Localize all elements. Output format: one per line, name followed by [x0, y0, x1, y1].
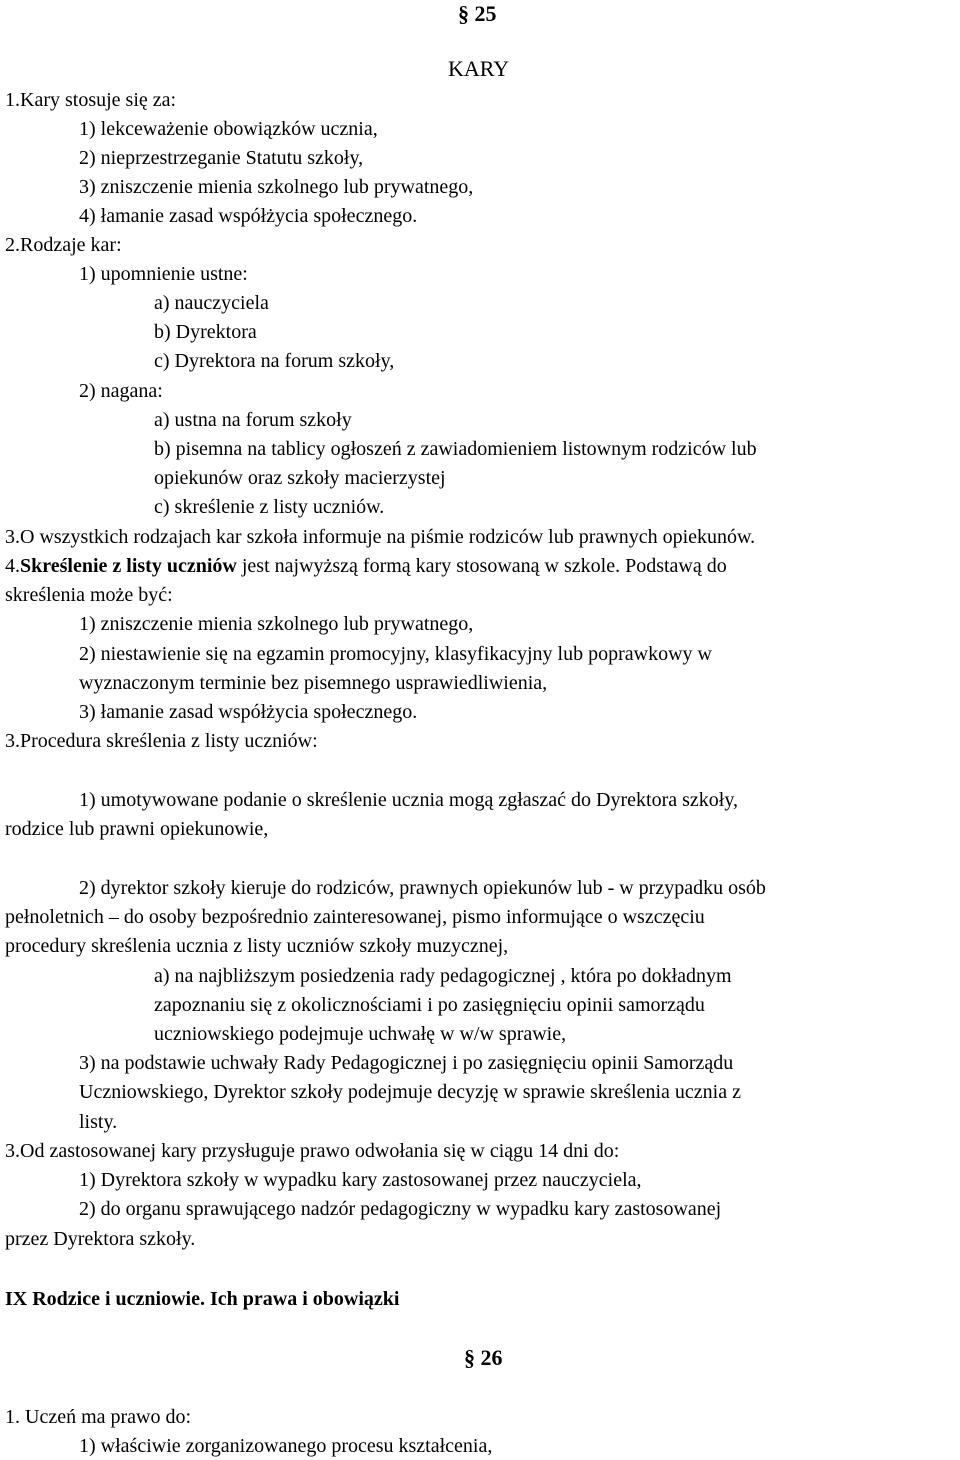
paragraph-heading: 1. Uczeń ma prawo do: [5, 1406, 192, 1428]
list-item: 2) niestawienie się na egzamin promocyjny, klasyfikacyjny lub poprawkowy w [79, 643, 712, 665]
list-item: 1) zniszczenie mienia szkolnego lub prywatnego, [79, 613, 474, 635]
list-item: 2) dyrektor szkoły kieruje do rodziców, prawnych opiekunów lub - w przypadku osób [79, 877, 766, 899]
list-item: 2) nagana: [79, 380, 163, 402]
chapter-heading: IX Rodzice i uczniowie. Ich prawa i obowiązki [5, 1288, 400, 1310]
sub-list-item-continued: uczniowskiego podejmuje uchwałę w w/w sprawie, [154, 1023, 567, 1045]
list-item: 1) upomnienie ustne: [79, 263, 248, 285]
list-item: 3) zniszczenie mienia szkolnego lub prywatnego, [79, 176, 474, 198]
sub-list-item: a) na najbliższym posiedzenia rady pedagogicznej , która po dokładnym [154, 965, 732, 987]
section-header-25: § 25 [458, 1, 497, 26]
sub-list-item: a) ustna na forum szkoły [154, 409, 352, 431]
paragraph-text: jest najwyższą formą kary stosowaną w szkole. Podstawą do [236, 555, 727, 577]
list-item-continued: wyznaczonym terminie bez pisemnego usprawiedliwienia, [79, 672, 548, 694]
sub-list-item: c) Dyrektora na forum szkoły, [154, 350, 395, 372]
list-item: 4) łamanie zasad współżycia społecznego. [79, 205, 418, 227]
list-item-continued: pełnoletnich – do osoby bezpośrednio zainteresowanej, pismo informujące o wszczęciu [5, 906, 705, 928]
section-header-26: § 26 [464, 1345, 503, 1370]
paragraph-heading: 3.Procedura skreślenia z listy uczniów: [5, 730, 318, 752]
list-item-continued: procedury skreślenia ucznia z listy uczniów szkoły muzycznej, [5, 935, 509, 957]
sub-list-item: b) pisemna na tablicy ogłoszeń z zawiadomieniem listownym rodziców lub [154, 438, 757, 460]
list-item-continued: listy. [79, 1111, 118, 1133]
sub-list-item: b) Dyrektora [154, 321, 257, 343]
list-item-continued: Uczniowskiego, Dyrektor szkoły podejmuje decyzję w sprawie skreślenia ucznia z [79, 1081, 741, 1103]
list-item: 3) na podstawie uchwały Rady Pedagogicznej i po zasięgnięciu opinii Samorządu [79, 1052, 734, 1074]
paragraph-heading: 2.Rodzaje kar: [5, 234, 122, 256]
paragraph-number: 4. [5, 555, 20, 577]
sub-list-item: c) skreślenie z listy uczniów. [154, 496, 385, 518]
paragraph [5, 554, 727, 578]
list-item: 2) nieprzestrzeganie Statutu szkoły, [79, 147, 364, 169]
paragraph: 3.O wszystkich rodzajach kar szkoła informuje na piśmie rodziców lub prawnych opiekunów. [5, 526, 756, 548]
sub-list-item: a) nauczyciela [154, 292, 269, 314]
paragraph-continued: skreślenia może być: [5, 584, 173, 606]
paragraph-heading: 3.Od zastosowanej kary przysługuje prawo odwołania się w ciągu 14 dni do: [5, 1140, 620, 1162]
sub-list-item-continued: opiekunów oraz szkoły macierzystej [154, 467, 446, 489]
list-item: 3) łamanie zasad współżycia społecznego. [79, 701, 418, 723]
list-item: 1) lekceważenie obowiązków ucznia, [79, 118, 378, 140]
list-item: 2) do organu sprawującego nadzór pedagogiczny w wypadku kary zastosowanej [79, 1198, 722, 1220]
list-item: 1) właściwie zorganizowanego procesu kształcenia, [79, 1435, 493, 1457]
section-title: KARY [448, 56, 510, 81]
sub-list-item-continued: zapoznaniu się z okolicznościami i po zasięgnięciu opinii samorządu [154, 994, 705, 1016]
list-item-continued: przez Dyrektora szkoły. [5, 1228, 196, 1250]
bold-term: Skreślenie z listy uczniów [20, 555, 237, 577]
list-item: 1) umotywowane podanie o skreślenie ucznia mogą zgłaszać do Dyrektora szkoły, [79, 789, 739, 811]
list-item-continued: rodzice lub prawni opiekunowie, [5, 818, 269, 840]
paragraph-heading: 1.Kary stosuje się za: [5, 89, 177, 111]
list-item: 1) Dyrektora szkoły w wypadku kary zastosowanej przez nauczyciela, [79, 1169, 642, 1191]
